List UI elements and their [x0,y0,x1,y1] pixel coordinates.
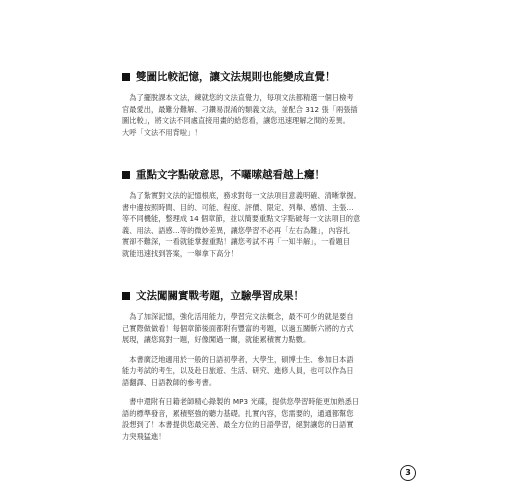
text-line: 己實際做做看！每個章節後面都附有豐富的考題，以過五關斬六將的方式 [122,323,354,333]
text-line: 展現，讓您寫對一題，好像闖過一關，就能累積實力點數。 [122,335,311,344]
section-key-points [122,168,442,259]
section-practice-exams [122,289,442,442]
section-heading [122,168,442,182]
text-line: 大呼「文法不用背啦」！ [122,127,202,137]
text-line: 圖比較」，將文法不同處直接用畫的給您看，讓您迅速理解之間的差異。 [122,116,351,125]
text-line: 力突飛猛進！ [122,431,166,441]
text-line: 能力考試的考生，以及赴日旅遊、生活、研究、進修人員，也可以作為日 [122,366,354,375]
text-line: 等不同機能，整理成 14 個章節，並以簡要重點文字點破每一文法項目的意 [122,214,361,223]
paragraph [122,92,442,138]
text-line: 為了紮實對文法的記憶根底，務求對每一文法項目意義明確、清晰掌握。 [122,191,361,200]
square-bullet-icon [122,73,130,81]
text-line: 為了加深記憶，強化活用能力，學習完文法概念，最不可少的就是要自 [122,312,354,321]
text-line: 本書廣泛地適用於一般的日語初學者，大學生，碩博士生、參加日本語 [122,354,354,364]
square-bullet-icon [122,171,130,179]
text-line: 書中邊按照時間、目的、可能、程度、評價、限定、列舉、感情、主張… [122,202,354,212]
text-line: 官最愛出，最難分難解、刁鑽易混淆的類義文法，並配合 312 張「兩張插 [122,104,358,114]
section-visual-comparison [122,70,442,138]
paragraph [122,311,442,346]
text-line: 語的標準發音，累積堅強的聽力基礎。扎實內容，您需要的，通通都幫您 [122,408,354,418]
text-line: 書中還附有日籍老師精心錄製的 MP3 光碟，提供您學習時能更加熟悉日 [122,397,360,406]
paragraph [122,396,442,442]
section-heading-text: 重點文字點破意思，不囉嗦越看越上癮！ [136,169,325,181]
text-line: 為了擺脫課本文法，練就您的文法直覺力，每項文法都精選一個日檢考 [122,93,354,102]
text-line: 就能迅速找到答案，一舉拿下高分！ [122,248,238,258]
page-number: 3 [400,465,416,481]
section-heading [122,289,442,303]
paragraph [122,190,442,259]
text-line: 語翻譯、日語教師的參考書。 [122,377,217,387]
section-heading-text: 文法闖關實戰考題，立驗學習成果！ [136,290,304,302]
paragraph [122,354,442,389]
square-bullet-icon [122,292,130,300]
text-line: 義、用法、語感…等的微妙差異，讓您學習不必再「左右為難」，內容扎 [122,225,351,235]
section-heading-text: 雙圖比較記憶，讓文法規則也能變成直覺！ [136,71,336,83]
text-line: 設想到了！本書提供您最完善、最全方位的日語學習，絕對讓您的日語實 [122,420,354,429]
section-heading [122,70,442,84]
text-line: 實卻不難深，一看就能掌握重點！讓您考試不再「一知半解」，一看題目 [122,237,351,246]
